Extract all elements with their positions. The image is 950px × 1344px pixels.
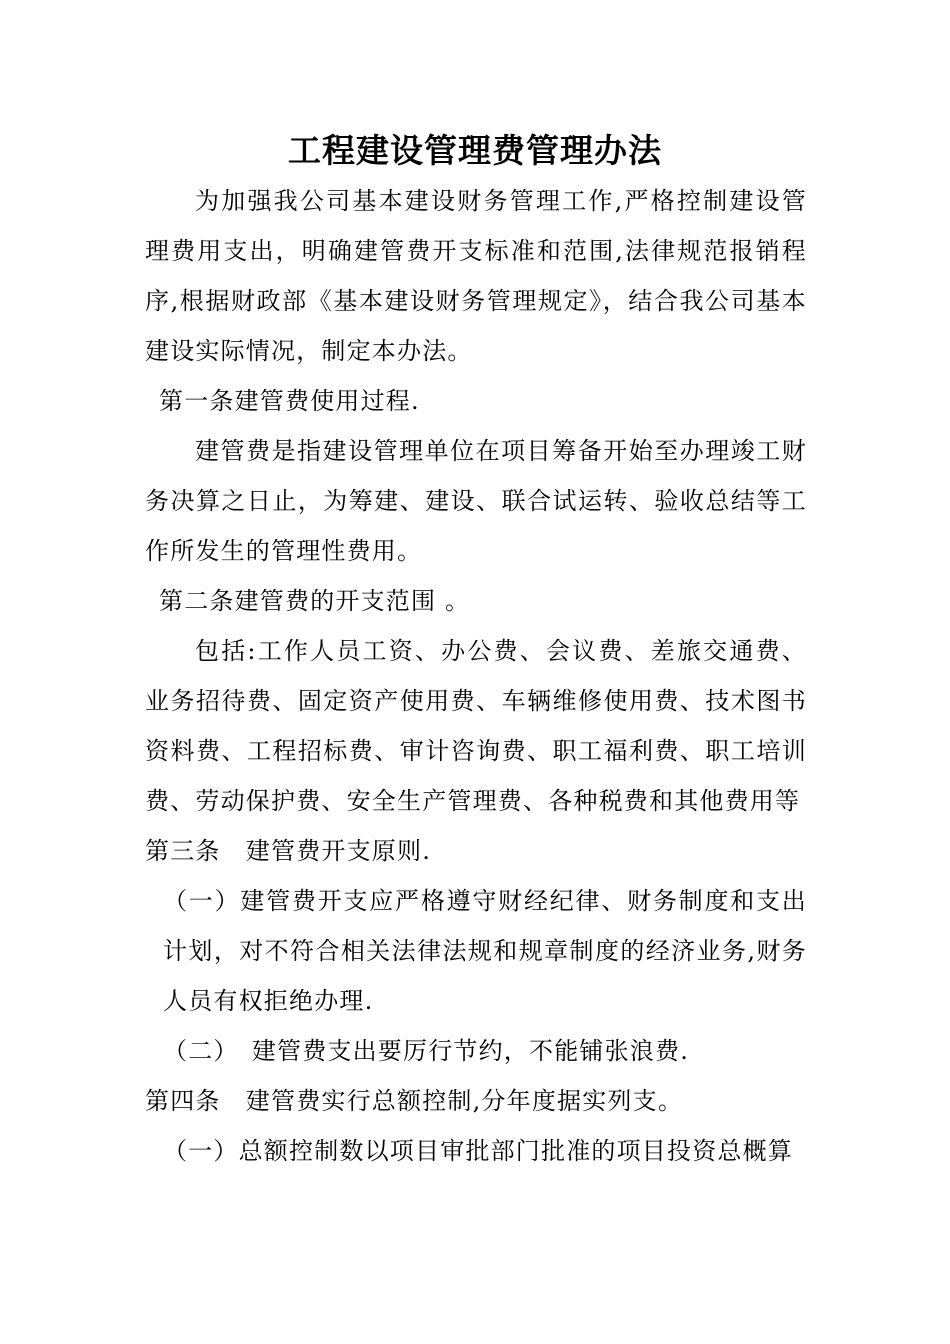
article-2-heading: 第二条建管费的开支范围 。 bbox=[159, 587, 471, 615]
article-1-body: 建管费是指建设管理单位在项目筹备开始至办理竣工财务决算之日止，为筹建、建设、联合试运转、验收总结等工作所发生的管理性费用。 bbox=[145, 437, 807, 565]
article-4-item-1: （一）总额控制数以项目审批部门批准的项目投资总概算 bbox=[163, 1137, 793, 1165]
article-1-heading: 第一条建管费使用过程. bbox=[159, 387, 420, 415]
document-title: 工程建设管理费管理办法 bbox=[288, 131, 662, 170]
article-2-body: 包括:工作人员工资、办公费、会议费、差旅交通费、业务招待费、固定资产使用费、车辆维修使用费、技术图书资料费、工程招标费、审计咨询费、职工福利费、职工培训费、劳动保护费、安全生产管理费、各种税费和其他费用等 bbox=[145, 637, 807, 815]
article-4-heading: 第四条 建管费实行总额控制,分年度据实列支。 bbox=[145, 1087, 684, 1115]
article-3-item-2: （二） 建管费支出要厉行节约，不能铺张浪费. bbox=[163, 1037, 690, 1065]
document-body bbox=[145, 176, 807, 1176]
paragraph-preamble: 为加强我公司基本建设财务管理工作,严格控制建设管理费用支出，明确建管费开支标准和范围,法律规范报销程序,根据财政部《基本建设财务管理规定》，结合我公司基本建设实际情况，制定本办法。 bbox=[145, 187, 807, 365]
article-3-heading: 第三条 建管费开支原则. bbox=[145, 837, 432, 865]
article-3-item-1: （一）建管费开支应严格遵守财经纪律、财务制度和支出计划，对不符合相关法律法规和规章制度的经济业务,财务人员有权拒绝办理. bbox=[163, 887, 807, 1015]
